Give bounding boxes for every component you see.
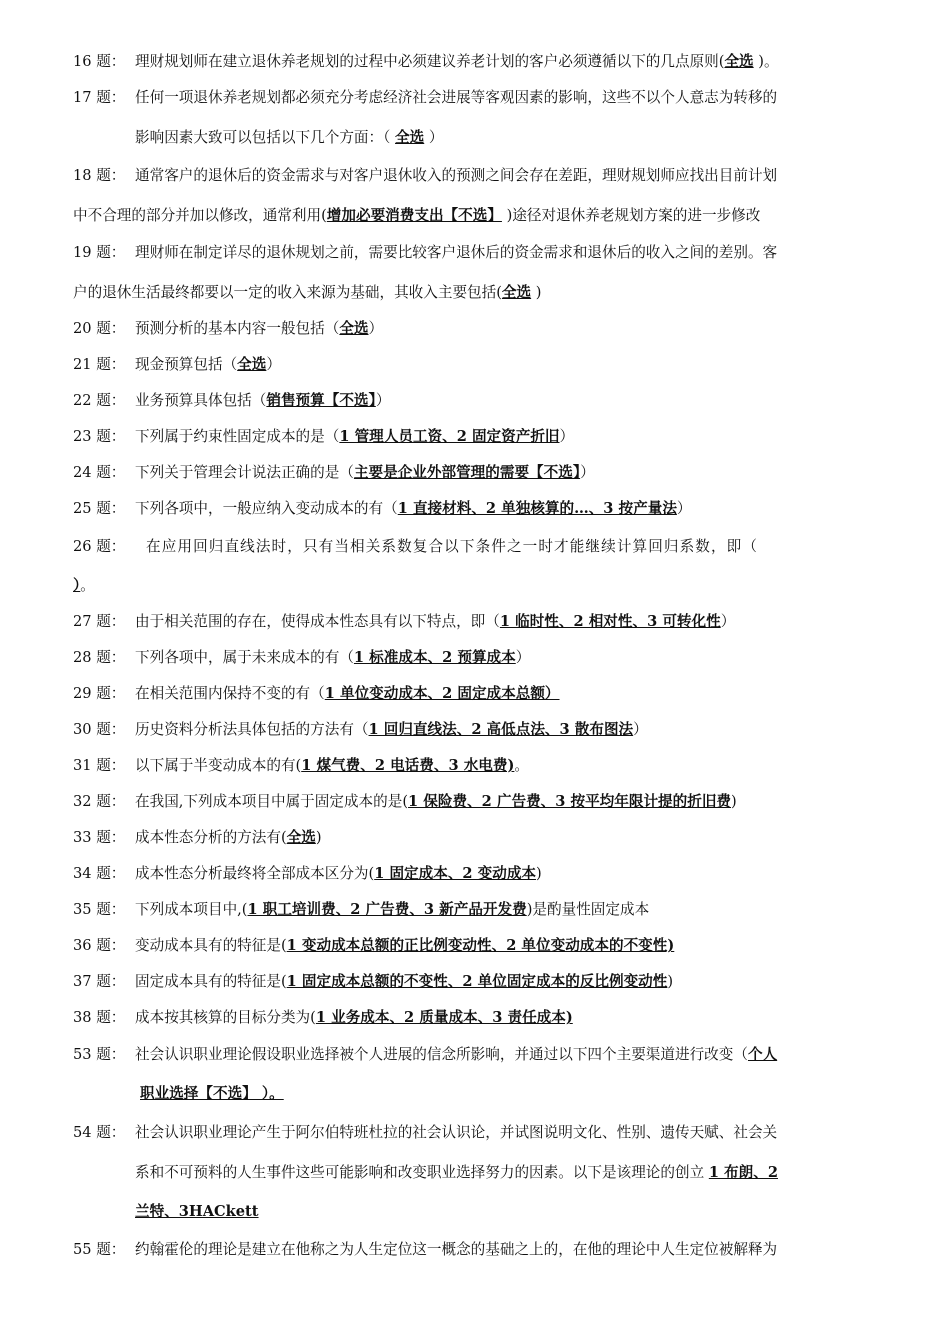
question-text: 成本性态分析最终将全部成本区分为( bbox=[135, 865, 375, 882]
question-text: 中不合理的部分并加以修改，通常利用( bbox=[73, 207, 327, 224]
question-number: 27 题： bbox=[73, 613, 126, 630]
question-text-end: ） bbox=[368, 320, 384, 337]
answer: 全选 bbox=[339, 320, 369, 337]
answer: 1 单位变动成本、2 固定成本总额） bbox=[324, 685, 560, 702]
question-text: 在相关范围内保持不变的有（ bbox=[135, 685, 325, 702]
answer: 1 管理人员工资、2 固定资产折旧 bbox=[339, 428, 560, 445]
question-text: 通常客户的退休后的资金需求与对客户退休收入的预测之间会存在差距，理财规划师应找出目前计划 bbox=[135, 167, 778, 184]
question-number: 23 题： bbox=[73, 428, 126, 445]
answer: 1 布朗、2 bbox=[708, 1164, 778, 1181]
question-text-end: ） bbox=[559, 428, 575, 445]
answer: 1 标准成本、2 预算成本 bbox=[353, 649, 516, 666]
answer: 1 业务成本、2 质量成本、3 责任成本) bbox=[315, 1009, 573, 1026]
question-text: 理财师在制定详尽的退休规划之前，需要比较客户退休后的资金需求和退休后的收入之间的差别。客 bbox=[135, 244, 778, 261]
answer: 增加必要消费支出【不选】 bbox=[326, 207, 502, 224]
question-number: 33 题： bbox=[73, 829, 126, 846]
question-text-end: )途径对退休养老规划方案的进一步修改 bbox=[501, 207, 761, 224]
question-text-end: ） bbox=[633, 721, 648, 738]
question-number: 21 题： bbox=[73, 356, 126, 373]
answer: 1 临时性、2 相对性、3 可转化性 bbox=[499, 613, 721, 630]
answer: 销售预算【不选】 bbox=[266, 392, 376, 409]
question-number: 20 题： bbox=[73, 320, 126, 337]
question-text: 成本按其核算的目标分类为( bbox=[135, 1009, 316, 1026]
question-text: 约翰霍伦的理论是建立在他称之为人生定位这一概念的基础之上的，在他的理论中人生定位被解释为 bbox=[135, 1241, 778, 1258]
answer: 1 职工培训费、2 广告费、3 新产品开发费 bbox=[247, 901, 527, 918]
question-number: 54 题： bbox=[73, 1124, 126, 1141]
answer: 1 固定成本总额的不变性、2 单位固定成本的反比例变动性 bbox=[286, 973, 668, 990]
question-number: 31 题： bbox=[73, 757, 126, 774]
question-text-end: 。 bbox=[80, 577, 95, 594]
question-text: 下列属于约束性固定成本的是（ bbox=[135, 428, 340, 445]
question-text-end: ) bbox=[667, 973, 674, 990]
question-number: 32 题： bbox=[73, 793, 126, 810]
question-text: 理财规划师在建立退休养老规划的过程中必须建议养老计划的客户必须遵循以下的几点原则( bbox=[135, 53, 725, 70]
question-text: 以下属于半变动成本的有( bbox=[135, 757, 302, 774]
question-number: 16 题： bbox=[73, 53, 126, 70]
question-text: 影响因素大致可以包括以下几个方面：（ bbox=[135, 129, 396, 146]
question-text: 下列关于管理会计说法正确的是（ bbox=[135, 464, 354, 481]
question-text-end: ） bbox=[375, 392, 391, 409]
question-number: 22 题： bbox=[73, 392, 126, 409]
answer: 1 保险费、2 广告费、3 按平均年限计提的折旧费 bbox=[408, 793, 732, 810]
question-text: 社会认识职业理论产生于阿尔伯特班杜拉的社会认识论，并试图说明文化、性别、遗传天赋、社会关 bbox=[135, 1124, 778, 1141]
question-number: 28 题： bbox=[73, 649, 126, 666]
question-text-end: ) bbox=[731, 793, 737, 810]
question-text-end: ） bbox=[266, 356, 281, 373]
question-text: 变动成本具有的特征是( bbox=[135, 937, 287, 954]
question-number: 29 题： bbox=[73, 685, 126, 702]
question-number: 35 题： bbox=[73, 901, 126, 918]
answer: 个人 bbox=[747, 1046, 778, 1063]
answer: 全选 bbox=[501, 284, 532, 301]
question-number: 37 题： bbox=[73, 973, 126, 990]
answer: 1 煤气费、2 电话费、3 水电费) bbox=[301, 757, 515, 774]
question-text-end: ） bbox=[424, 129, 444, 146]
question-text: 成本性态分析的方法有( bbox=[135, 829, 287, 846]
question-text-end: )是酌量性固定成本 bbox=[526, 901, 650, 918]
question-text: 预测分析的基本内容一般包括（ bbox=[135, 320, 340, 337]
answer-continued: 职业选择【不选】 ）。 bbox=[140, 1085, 284, 1102]
question-number: 30 题： bbox=[73, 721, 126, 738]
question-text-end: ） bbox=[580, 464, 595, 481]
question-text-end: ） bbox=[515, 649, 531, 666]
question-text: 在应用回归直线法时，只有当相关系数复合以下条件之一时才能继续计算回归系数，即（ bbox=[146, 538, 759, 555]
question-text-end: 。 bbox=[514, 757, 529, 774]
question-text: 在我国,下列成本项目中属于固定成本的是( bbox=[135, 793, 409, 810]
question-text-end: ) bbox=[536, 865, 542, 882]
question-number: 38 题： bbox=[73, 1009, 126, 1026]
question-number: 18 题： bbox=[73, 167, 126, 184]
question-number: 25 题： bbox=[73, 500, 126, 517]
question-text: 下列各项中，属于未来成本的有（ bbox=[135, 649, 354, 666]
question-text: 业务预算具体包括（ bbox=[135, 392, 267, 409]
question-number: 24 题： bbox=[73, 464, 126, 481]
question-text-end: ) bbox=[531, 284, 542, 301]
question-text: 社会认识职业理论假设职业选择被个人进展的信念所影响，并通过以下四个主要渠道进行改变（ bbox=[135, 1046, 748, 1063]
answer: 主要是企业外部管理的需要【不选】 bbox=[353, 464, 581, 481]
question-number: 55 题： bbox=[73, 1241, 126, 1258]
question-text: 任何一项退休养老规划都必须充分考虑经济社会进展等客观因素的影响，这些不以个人意志为转移的 bbox=[135, 89, 778, 106]
question-text: 历史资料分析法具体包括的方法有（ bbox=[135, 721, 369, 738]
question-number: 34 题： bbox=[73, 865, 126, 882]
question-text-end: ) bbox=[315, 829, 322, 846]
answer: ） bbox=[73, 577, 81, 594]
question-text: 由于相关范围的存在，使得成本性态具有以下特点，即（ bbox=[135, 613, 500, 630]
answer: 全选 bbox=[395, 129, 425, 146]
question-number: 53 题： bbox=[73, 1046, 126, 1063]
answer: 1 变动成本总额的正比例变动性、2 单位变动成本的不变性) bbox=[286, 937, 675, 954]
answer: 全选 bbox=[237, 356, 267, 373]
answer: 全选 bbox=[724, 53, 754, 70]
question-text: 下列成本项目中,( bbox=[135, 901, 248, 918]
question-text: 户的退休生活最终都要以一定的收入来源为基础，其收入主要包括( bbox=[73, 284, 502, 301]
question-number: 19 题： bbox=[73, 244, 126, 261]
question-number: 26 题： bbox=[73, 538, 126, 555]
question-text-end: ） bbox=[676, 500, 692, 517]
answer-continued: 兰特、3HACkett bbox=[135, 1203, 259, 1220]
question-number: 17 题： bbox=[73, 89, 126, 106]
question-text-end: )。 bbox=[753, 53, 779, 70]
answer: 1 回归直线法、2 高低点法、3 散布图法 bbox=[368, 721, 634, 738]
question-text: 下列各项中，一般应纳入变动成本的有（ bbox=[135, 500, 398, 517]
answer: 1 直接材料、2 单独核算的…、3 按产量法 bbox=[397, 500, 677, 517]
answer: 1 固定成本、2 变动成本 bbox=[374, 865, 537, 882]
question-text-end: ） bbox=[720, 613, 736, 630]
question-text: 固定成本具有的特征是( bbox=[135, 973, 287, 990]
question-text: 现金预算包括（ bbox=[135, 356, 238, 373]
question-number: 36 题： bbox=[73, 937, 126, 954]
answer: 全选 bbox=[286, 829, 316, 846]
question-text: 系和不可预料的人生事件这些可能影响和改变职业选择努力的因素。以下是该理论的创立 bbox=[135, 1164, 709, 1181]
